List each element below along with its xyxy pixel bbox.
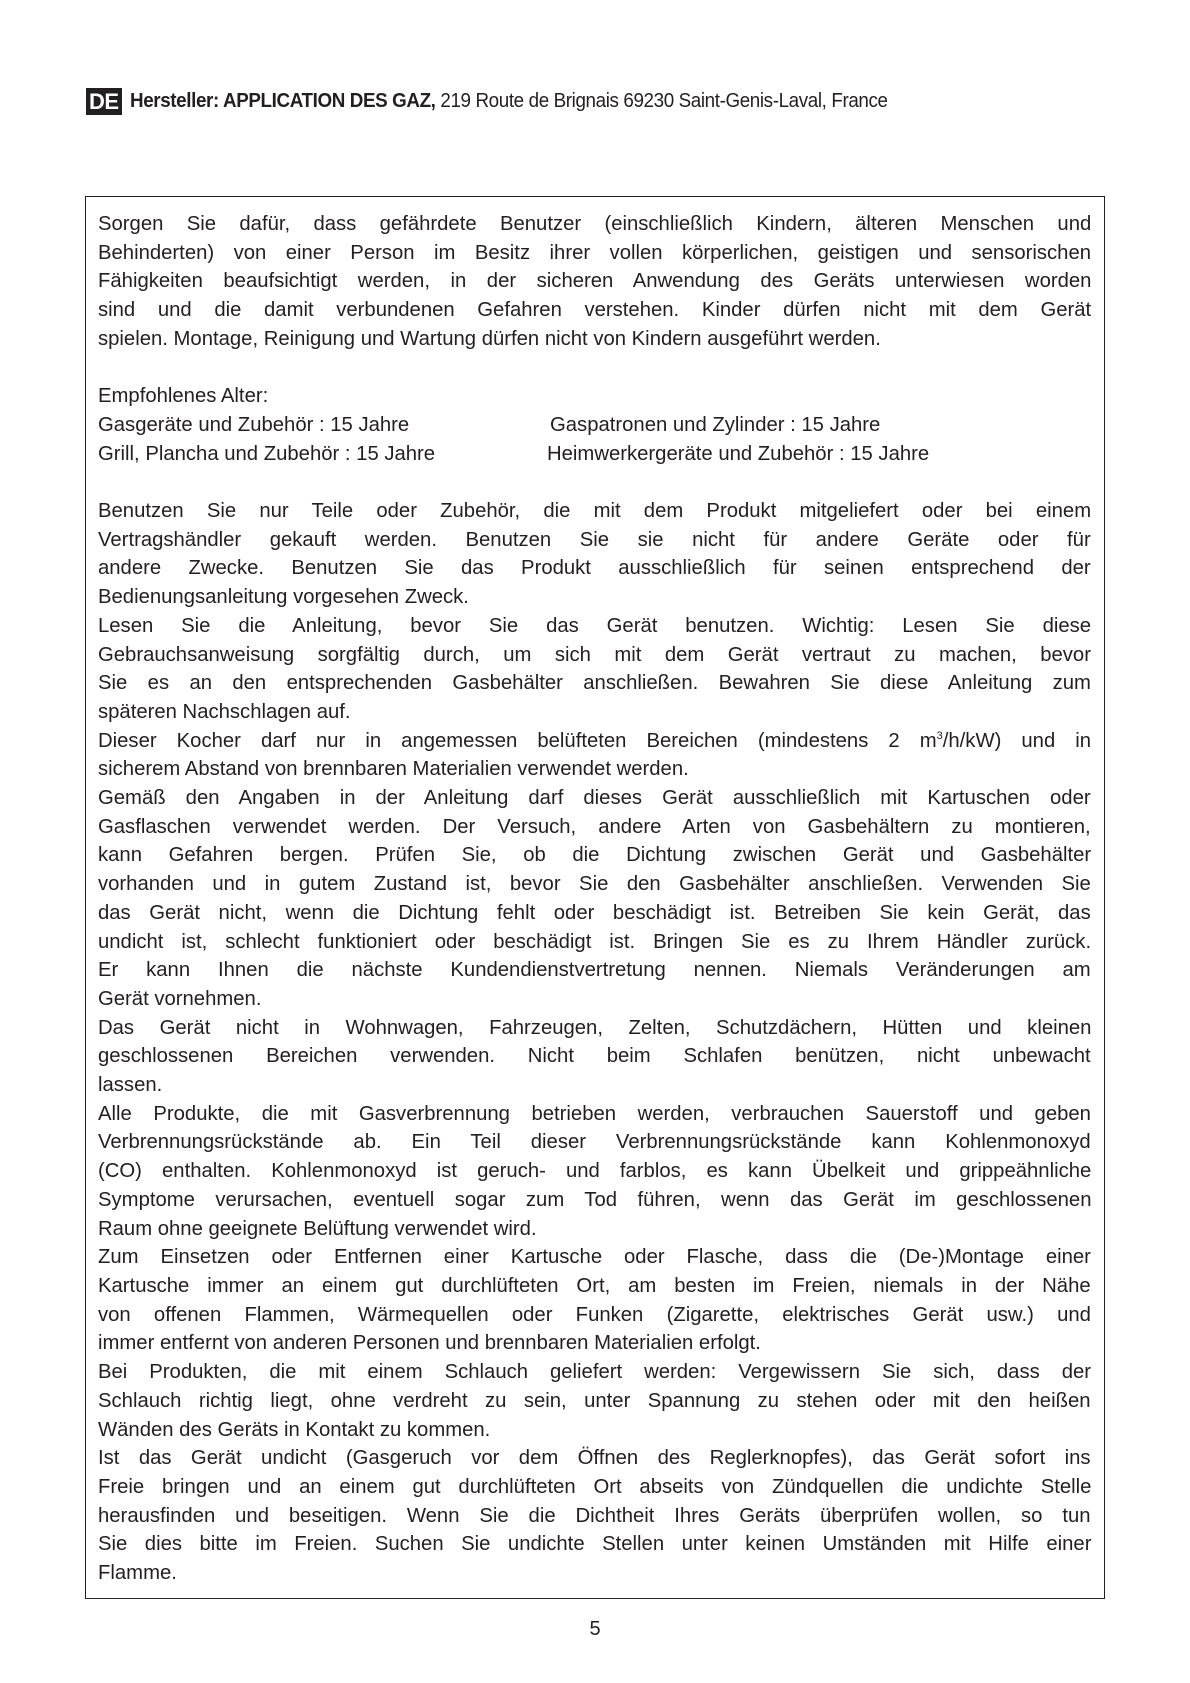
text-line: Raum ohne geeignete Belüftung verwendet wird.: [98, 1217, 537, 1240]
text-line: von offenen Flammen, Wärmequellen oder Funken (Zigarette, elektrisches Gerät usw.) und: [98, 1303, 1091, 1326]
recommended-age-title: Empfohlenes Alter:: [98, 385, 269, 408]
text-line: Lesen Sie die Anleitung, bevor Sie das Gerät benutzen. Wichtig: Lesen Sie diese: [98, 614, 1092, 637]
text-line: Sorgen Sie dafür, dass gefährdete Benutzer (einschließlich Kindern, älteren Menschen und: [98, 213, 1092, 235]
manufacturer-name: Hersteller: APPLICATION DES GAZ,: [129, 90, 436, 112]
text-line: Das Gerät nicht in Wohnwagen, Fahrzeugen, Zelten, Schutzdächern, Hütten und kleinen: [98, 1016, 1092, 1039]
intro-paragraph: [98, 210, 1091, 354]
safety-instructions-box: [85, 196, 1105, 1599]
text-line: späteren Nachschlagen auf.: [98, 700, 351, 723]
text-line: Alle Produkte, die mit Gasverbrennung betrieben werden, verbrauchen Sauerstoff und geben: [98, 1102, 1091, 1125]
age-row: [98, 411, 1091, 440]
text-line: Freie bringen und an einem gut durchlüfteten Ort abseits von Zündquellen die undichte Stelle: [98, 1475, 1092, 1498]
text-line: Gasflaschen verwendet werden. Der Versuch, andere Arten von Gasbehältern zu montieren,: [98, 815, 1091, 838]
age-item: Gasgeräte und Zubehör : 15 Jahre: [98, 413, 410, 436]
text-line: Symptome verursachen, eventuell sogar zum Tod führen, wenn das Gerät im geschlossenen: [98, 1188, 1092, 1211]
text-line: undicht ist, schlecht funktioniert oder beschädigt ist. Bringen Sie es zu Ihrem Händler zurück.: [98, 930, 1092, 953]
age-row: [98, 440, 1091, 469]
manufacturer-info: [130, 90, 888, 113]
text-line: Gemäß den Angaben in der Anleitung darf dieses Gerät ausschließlich mit Kartuschen oder: [98, 787, 1091, 810]
recommended-age-section: [98, 382, 1091, 468]
text-line: Gerät vornehmen.: [98, 987, 262, 1010]
text-line: Fähigkeiten beaufsichtigt werden, in der sicheren Anwendung des Geräts unterwiesen worden: [98, 270, 1092, 293]
text-line: (CO) enthalten. Kohlenmonoxyd ist geruch- und farblos, es kann Übelkeit und grippeähnliche: [98, 1160, 1092, 1183]
age-item: Grill, Plancha und Zubehör : 15 Jahre: [98, 442, 436, 465]
text-line: lassen.: [98, 1074, 163, 1097]
text-line: geschlossenen Bereichen verwenden. Nicht beim Schlafen benützen, nicht unbewacht: [98, 1045, 1091, 1068]
text-line: Schlauch richtig liegt, ohne verdreht zu sein, unter Spannung zu stehen oder mit den heißen: [98, 1389, 1091, 1412]
text-line: Bei Produkten, die mit einem Schlauch geliefert werden: Vergewissern Sie sich, dass der: [98, 1361, 1092, 1384]
page-number: 5: [589, 1618, 601, 1640]
text-line: das Gerät nicht, wenn die Dichtung fehlt oder beschädigt ist. Betreiben Sie kein Gerät, das: [98, 901, 1091, 924]
superscript: 3: [936, 729, 943, 742]
spacer: [98, 354, 1091, 383]
text-line: Sie dies bitte im Freien. Suchen Sie undichte Stellen unter keinen Umständen mit Hilfe einer: [98, 1533, 1092, 1556]
instructions-body: [98, 497, 1091, 1588]
text-line: sicherem Abstand von brennbaren Materialien verwendet werden.: [98, 758, 689, 781]
text-line: herausfinden und beseitigen. Wenn Sie die Dichtheit Ihres Geräts überprüfen wollen, so tun: [98, 1504, 1091, 1527]
text-line: vorhanden und in gutem Zustand ist, bevor Sie den Gasbehälter anschließen. Verwenden Sie: [98, 873, 1091, 896]
text-line: Bedienungsanleitung vorgesehen Zweck.: [98, 586, 469, 609]
text-line: Er kann Ihnen die nächste Kundendienstvertretung nennen. Niemals Veränderungen am: [98, 959, 1091, 982]
text-line: Zum Einsetzen oder Entfernen einer Kartusche oder Flasche, dass die (De-)Montage einer: [98, 1246, 1091, 1269]
text-line: Wänden des Geräts in Kontakt zu kommen.: [98, 1418, 491, 1441]
age-item: Heimwerkergeräte und Zubehör : 15 Jahre: [547, 442, 930, 465]
text-line: Benutzen Sie nur Teile oder Zubehör, die mit dem Produkt mitgeliefert oder bei einem: [98, 500, 1092, 522]
text-line: immer entfernt von anderen Personen und brennbaren Materialien erfolgt.: [98, 1332, 761, 1355]
text-line-ventilation: Dieser Kocher darf nur in angemessen belüfteten Bereichen (mindestens 2 $m^3/h/kW$) und in: [98, 729, 1092, 752]
text-line: Vertragshändler gekauft werden. Benutzen Sie sie nicht für andere Geräte oder für: [98, 528, 1091, 551]
age-item: Gaspatronen und Zylinder : 15 Jahre: [550, 413, 881, 436]
text-line: andere Zwecke. Benutzen Sie das Produkt ausschließlich für seinen entsprechend der: [98, 557, 1091, 580]
text-line: Verbrennungsrückstände ab. Ein Teil dieser Verbrennungsrückstände kann Kohlenmonoxyd: [98, 1131, 1091, 1154]
text-line: Flamme.: [98, 1562, 177, 1585]
text-line: spielen. Montage, Reinigung und Wartung dürfen nicht von Kindern ausgeführt werden.: [98, 327, 881, 350]
text-line: Kartusche immer an einem gut durchlüfteten Ort, am besten im Freien, niemals in der Nähe: [98, 1274, 1091, 1297]
spacer: [98, 468, 1091, 497]
text-line: sind und die damit verbundenen Gefahren verstehen. Kinder dürfen nicht mit dem Gerät: [98, 299, 1092, 322]
text-line: kann Gefahren bergen. Prüfen Sie, ob die Dichtung zwischen Gerät und Gasbehälter: [98, 844, 1092, 867]
language-badge: DE: [86, 88, 122, 115]
text-line: Behinderten) von einer Person im Besitz ihrer vollen körperlichen, geistigen und sensorischen: [98, 241, 1091, 264]
text-line: Gebrauchsanweisung sorgfältig durch, um sich mit dem Gerät vertraut zu machen, bevor: [98, 643, 1091, 666]
text-line: Ist das Gerät undicht (Gasgeruch vor dem Öffnen des Reglerknopfes), das Gerät sofort ins: [98, 1447, 1091, 1470]
manufacturer-header: [86, 88, 936, 115]
text-line: Sie es an den entsprechenden Gasbehälter anschließen. Bewahren Sie diese Anleitung zum: [98, 672, 1091, 695]
manufacturer-address: 219 Route de Brignais 69230 Saint-Genis-Laval, France: [435, 90, 888, 112]
